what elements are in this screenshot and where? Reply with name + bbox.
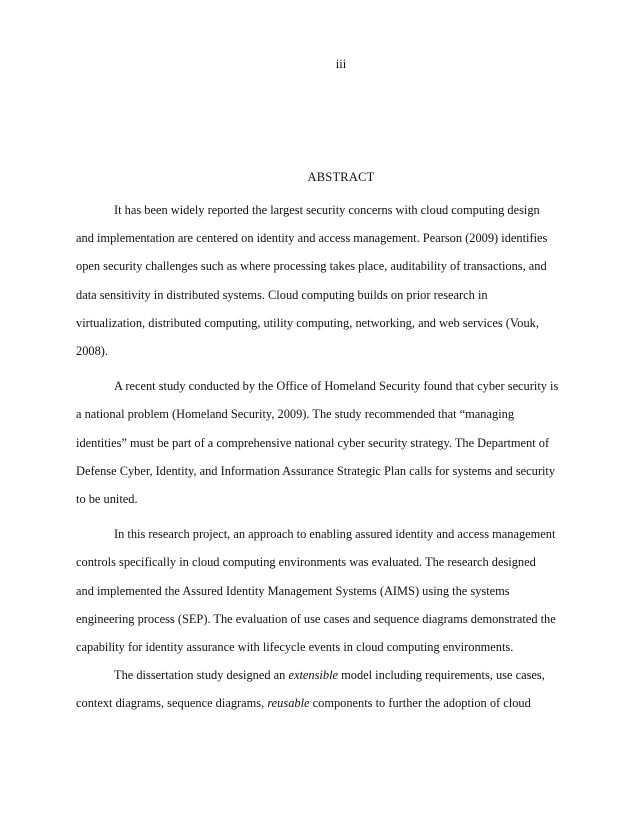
text-segment: components to further the adoption of cloud [309, 696, 531, 711]
paragraph-line: A recent study conducted by the Office of Homeland Security found that cyber security is [114, 379, 559, 394]
paragraph-1 [76, 196, 576, 365]
paragraph-line: and implemented the Assured Identity Management Systems (AIMS) using the systems [76, 583, 510, 598]
paragraph-line: identities” must be part of a comprehensive national cyber security strategy. The Department of [76, 435, 550, 450]
italic-term: extensible [288, 668, 339, 683]
paragraph-line: to be united. [76, 492, 138, 507]
text-segment: model including requirements, use cases, [338, 668, 545, 683]
paragraph-line: It has been widely reported the largest security concerns with cloud computing design [114, 203, 540, 217]
paragraph-line: virtualization, distributed computing, utility computing, networking, and web services (Vouk, [76, 315, 539, 330]
paragraph-line [76, 661, 576, 689]
paragraph-line: a national problem (Homeland Security, 2009). The study recommended that “managing [76, 407, 515, 422]
paragraph-line [76, 689, 576, 717]
text-segment: context diagrams, sequence diagrams, [76, 696, 268, 711]
page-number: iii [335, 57, 347, 71]
paragraph-line: controls specifically in cloud computing environments was evaluated. The research designed [76, 555, 536, 570]
paragraph-3 [76, 520, 576, 661]
text-segment: The dissertation study designed an [114, 668, 289, 683]
paragraph-2 [76, 372, 576, 513]
abstract-heading: ABSTRACT [307, 170, 375, 184]
paragraph-4 [76, 661, 576, 717]
paragraph-line: engineering process (SEP). The evaluation of use cases and sequence diagrams demonstrated the [76, 611, 556, 626]
paragraph-line: In this research project, an approach to enabling assured identity and access management [114, 527, 556, 542]
italic-term: reusable [267, 696, 310, 711]
paragraph-line: and implementation are centered on identity and access management. Pearson (2009) identifies [76, 231, 548, 246]
paragraph-line: data sensitivity in distributed systems. Cloud computing builds on prior research in [76, 287, 488, 302]
abstract-body [76, 196, 576, 718]
paragraph-line: capability for identity assurance with lifecycle events in cloud computing environments. [76, 640, 514, 655]
paragraph-line: 2008). [76, 344, 109, 359]
paragraph-line: open security challenges such as where processing takes place, auditability of transactions, and [76, 259, 547, 274]
paragraph-line: Defense Cyber, Identity, and Information Assurance Strategic Plan calls for systems and security [76, 463, 556, 478]
